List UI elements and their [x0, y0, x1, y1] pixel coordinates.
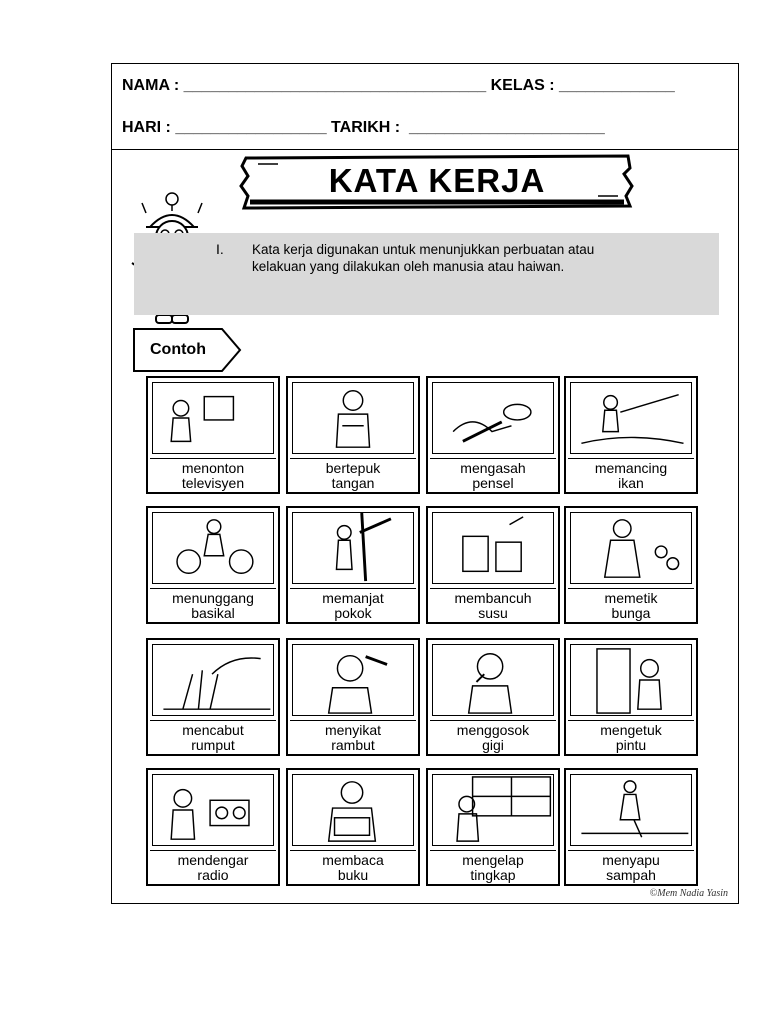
verb-illustration	[152, 382, 274, 454]
verb-caption: mengelap tingkap	[430, 850, 556, 885]
verb-caption: mengasah pensel	[430, 458, 556, 493]
definition-number: I.	[216, 241, 224, 257]
verb-card	[146, 638, 280, 756]
verb-card	[564, 768, 698, 886]
day-date-line: HARI : _________________ TARIKH : ______________________	[122, 119, 605, 136]
verb-card	[286, 506, 420, 624]
verb-caption: mencabut rumput	[150, 720, 276, 755]
verb-caption: memanjat pokok	[290, 588, 416, 623]
verb-caption: bertepuk tangan	[290, 458, 416, 493]
verb-illustration	[432, 382, 554, 454]
student-info-header	[112, 64, 738, 150]
verb-card	[146, 506, 280, 624]
definition-text: Kata kerja digunakan untuk menunjukkan perbuatan atau kelakuan yang dilakukan oleh manusia atau haiwan.	[252, 242, 595, 274]
verb-illustration	[152, 644, 274, 716]
verb-card	[426, 638, 560, 756]
verb-caption: menyikat rambut	[290, 720, 416, 755]
example-tag	[132, 327, 244, 373]
example-label: Contoh	[150, 341, 206, 358]
verb-card	[146, 768, 280, 886]
verb-illustration	[432, 774, 554, 846]
verb-card	[564, 638, 698, 756]
verb-illustration	[432, 644, 554, 716]
verb-caption: membaca buku	[290, 850, 416, 885]
verb-card	[286, 376, 420, 494]
verb-illustration	[292, 382, 414, 454]
verb-card	[146, 376, 280, 494]
verb-illustration	[152, 774, 274, 846]
verb-caption: menggosok gigi	[430, 720, 556, 755]
verb-illustration	[570, 774, 692, 846]
verb-card	[564, 376, 698, 494]
verb-card	[286, 768, 420, 886]
verb-caption: menunggang basikal	[150, 588, 276, 623]
verb-caption: menonton televisyen	[150, 458, 276, 493]
verb-caption: memetik bunga	[568, 588, 694, 623]
verb-caption: memancing ikan	[568, 458, 694, 493]
verb-illustration	[570, 382, 692, 454]
verb-card	[426, 768, 560, 886]
verb-card	[564, 506, 698, 624]
verb-illustration	[570, 644, 692, 716]
verb-card	[426, 376, 560, 494]
verb-illustration	[570, 512, 692, 584]
verb-card	[286, 638, 420, 756]
page-title: KATA KERJA	[328, 162, 546, 199]
verb-illustration	[292, 774, 414, 846]
definition-box	[134, 233, 719, 315]
verb-caption: menyapu sampah	[568, 850, 694, 885]
verb-caption: membancuh susu	[430, 588, 556, 623]
title-banner	[238, 152, 636, 210]
worksheet	[111, 63, 739, 904]
verb-illustration	[152, 512, 274, 584]
verb-illustration	[432, 512, 554, 584]
verb-illustration	[292, 644, 414, 716]
name-class-line: NAMA : __________________________________ KELAS : _____________	[122, 77, 675, 94]
author-signature: ©Mem Nadia Yasin	[649, 888, 728, 899]
verb-illustration	[292, 512, 414, 584]
verb-example-grid	[146, 376, 706, 896]
verb-caption: mendengar radio	[150, 850, 276, 885]
verb-card	[426, 506, 560, 624]
verb-caption: mengetuk pintu	[568, 720, 694, 755]
